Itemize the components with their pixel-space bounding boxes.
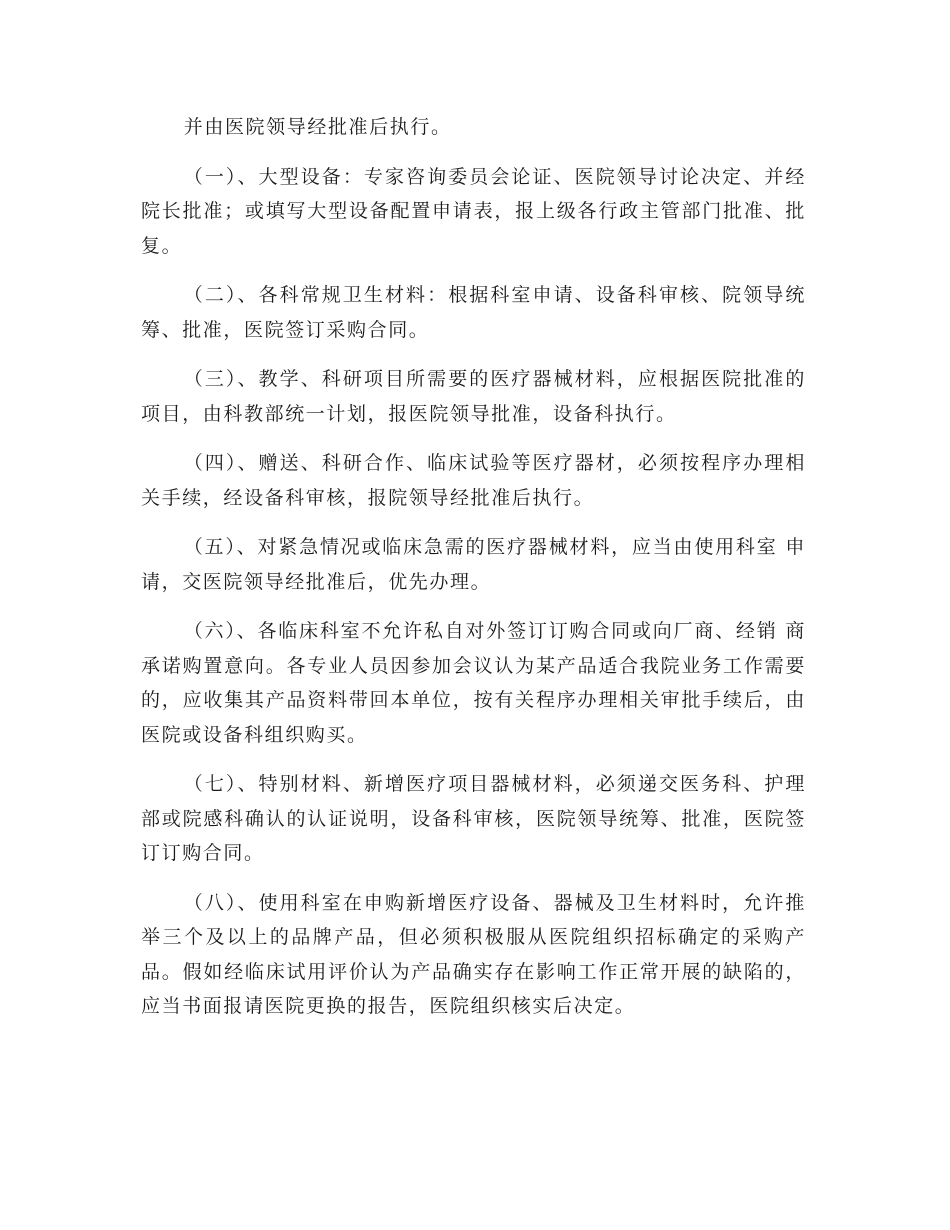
paragraph-item-8: （八）、使用科室在申购新增医疗设备、器械及卫生材料时，允许推举三个及以上的品牌产品，但必须积极服从医院组织招标确定的采购产品。假如经临床试用评价认为产品确实存在影响工作正常开展的缺陷的，应当书面报请医院更换的报告，医院组织核实后决定。 (141, 891, 806, 1017)
paragraph-continuation: 并由医院领导经批准后执行。 (183, 116, 452, 138)
document-body (141, 110, 806, 1039)
paragraph-item-6: （六）、各临床科室不允许私自对外签订订购合同或向厂商、经销 商承诺购置意向。各专业人员因参加会议认为某产品适合我院业务工作需要的，应收集其产品资料带回本单位，按有关程序办理相关审批手续后，由医院或设备科组织购买。 (141, 620, 806, 746)
paragraph-item-5: （五）、对紧急情况或临床急需的医疗器械材料，应当由使用科室 申请，交医院领导经批准后，优先办理。 (141, 536, 806, 593)
paragraph-item-1: （一）、大型设备：专家咨询委员会论证、医院领导讨论决定、并经院长批准；或填写大型设备配置申请表，报上级各行政主管部门批准、批复。 (141, 165, 806, 257)
paragraph-item-4: （四）、赠送、科研合作、临床试验等医疗器材，必须按程序办理相关手续，经设备科审核，报院领导经批准后执行。 (141, 452, 806, 509)
paragraph-item-3: （三）、教学、科研项目所需要的医疗器械材料，应根据医院批准的项目，由科教部统一计划，报医院领导批准，设备科执行。 (141, 368, 806, 425)
paragraph-item-7: （七）、特别材料、新增医疗项目器械材料，必须递交医务科、护理部或院感科确认的认证说明，设备科审核，医院领导统筹、批准，医院签订订购合同。 (141, 773, 806, 864)
paragraph-item-2: （二）、各科常规卫生材料：根据科室申请、设备科审核、院领导统筹、批准，医院签订采购合同。 (141, 284, 806, 341)
